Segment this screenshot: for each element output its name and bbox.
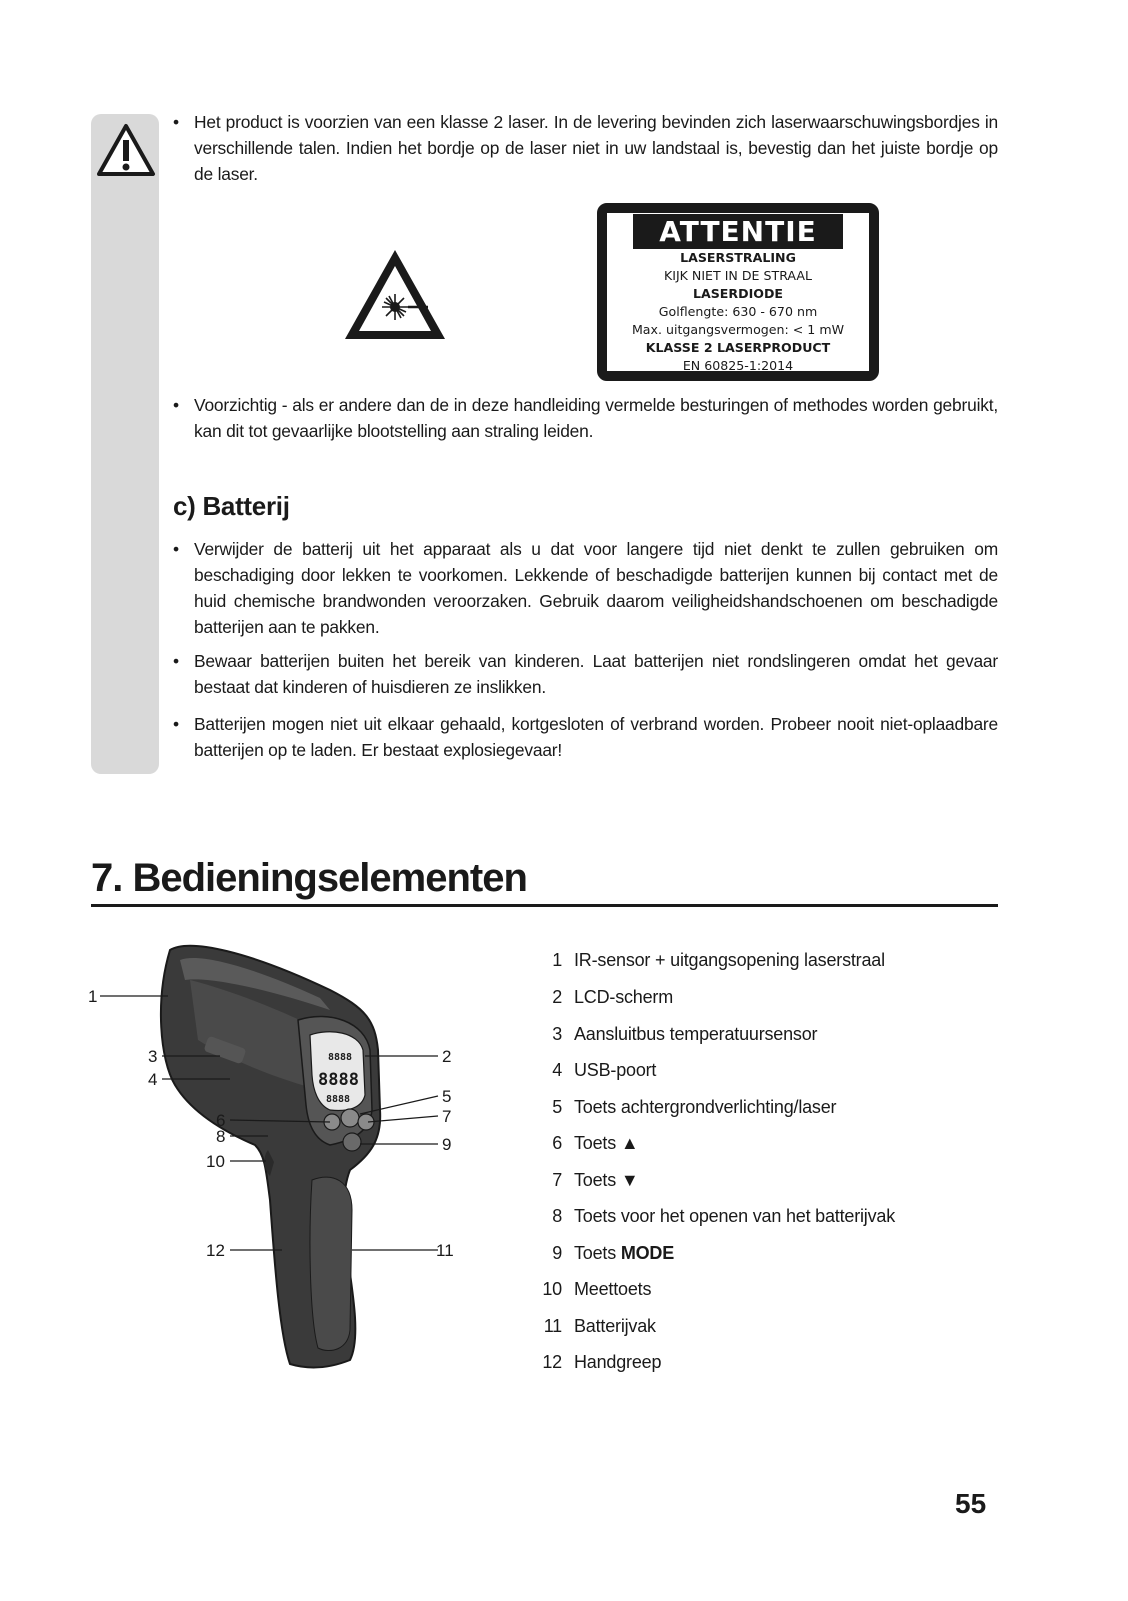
legend-label: Toets [574,1170,621,1190]
mode-button [343,1133,361,1151]
bullet-text: Het product is voorzien van een klasse 2 laser. In de levering bevinden zich laserwaarschuwingsbordjes in verschillende talen. Indien het bordje op de laser niet in uw landstaal is, bevestig dan het juiste bordje op de laser. [194,112,998,184]
attention-line: LASERDIODE [692,286,784,301]
section-divider [91,904,998,907]
bullet-text: Bewaar batterijen buiten het bereik van kinderen. Laat batterijen niet rondslingeren omdat het gevaar bestaat dat kinderen of huisdieren ze inslikken. [194,651,998,697]
callout-6: 6 [216,1111,226,1130]
legend-label: Handgreep [574,1352,662,1372]
bullet-caution [173,392,998,444]
legend-key: ▲ [620,1133,639,1153]
bullet-dot: • [173,112,179,132]
callout-4: 4 [148,1070,158,1089]
bullet-battery-children [173,648,998,700]
legend-key: MODE [620,1243,675,1263]
lcd-digits-top: 8888 [328,1052,353,1063]
legend-label: Toets [574,1133,621,1153]
bullet-laser-class [173,109,998,187]
legend-item [540,1206,895,1232]
attention-line: LASERSTRALING [680,250,796,265]
legend-label: Meettoets [574,1279,652,1299]
warning-triangle-icon [95,122,157,180]
legend-number: 4 [552,1060,562,1080]
legend-label: Batterijvak [574,1316,656,1336]
callout-10: 10 [206,1152,225,1171]
legend-item [540,1316,656,1342]
attention-line: KLASSE 2 LASERPRODUCT [645,340,831,355]
safety-sidebar [91,114,159,774]
legend-number: 7 [552,1170,562,1190]
bullet-text: Verwijder de batterij uit het apparaat als u dat voor langere tijd niet denkt te zullen gebruiken om beschadiging door lekken te voorkomen. Lekkende of beschadigde batterijen kunnen bij contact met de huid chemische brandwonden veroorzaken. Gebruik daarom veiligheidshandschoenen om beschadigde batterijen aan te pakken. [194,539,998,637]
callout-7: 7 [442,1107,452,1126]
legend-item [540,1060,656,1086]
legend-item [540,1279,651,1305]
legend-number: 11 [543,1316,562,1336]
callout-12: 12 [206,1241,225,1260]
lcd-digits-main: 8888 [318,1070,359,1090]
legend-number: 12 [542,1352,562,1372]
bullet-dot: • [173,539,179,559]
bullet-text: Voorzichtig - als er andere dan de in deze handleiding vermelde besturingen of methodes worden gebruikt, kan dit tot gevaarlijke blootstelling aan straling leiden. [194,395,998,441]
battery-heading: c) Batterij [173,491,290,521]
legend-number: 5 [552,1097,562,1117]
legend-number: 6 [552,1133,562,1153]
legend-number: 8 [552,1206,562,1226]
callout-8: 8 [216,1127,226,1146]
attention-line: KIJK NIET IN DE STRAAL [663,268,813,283]
section-title: 7. Bedieningselementen [91,856,527,900]
legend-item [540,1133,638,1159]
legend-number: 2 [552,987,562,1007]
callout-5: 5 [442,1087,452,1106]
lcd-digits-bottom: 8888 [326,1094,351,1105]
attention-title: ATTENTIE [633,214,843,249]
legend-label: IR-sensor + uitgangsopening laserstraal [574,950,885,970]
bullet-dot: • [173,395,179,415]
legend-label: LCD-scherm [574,987,674,1007]
callout-11: 11 [436,1241,454,1260]
page-number: 55 [955,1488,987,1519]
legend-label: Toets voor het openen van het batterijvak [574,1206,896,1226]
legend-label: Toets achtergrondverlichting/laser [574,1097,837,1117]
legend-item [540,1024,817,1050]
attention-line: Golflengte: 630 - 670 nm [658,304,818,319]
laser-warning-icon [342,247,448,343]
bullet-text: Batterijen mogen niet uit elkaar gehaald, kortgesloten of verbrand worden. Probeer nooit niet-oplaadbare batterijen op te laden. Er bestaat explosiegevaar! [194,714,998,760]
laser-attention-label [597,203,879,381]
ir-thermometer-illustration [80,940,480,1400]
callout-3: 3 [148,1047,158,1066]
legend-label: Toets [574,1243,621,1263]
bullet-dot: • [173,714,179,734]
legend-item [540,1170,638,1196]
legend-item [540,950,885,976]
legend-number: 1 [552,950,562,970]
attention-line: Max. uitgangsvermogen: < 1 mW [631,322,845,337]
legend-item [540,987,673,1013]
legend-item [540,1352,661,1378]
attention-line: EN 60825-1:2014 [682,358,794,373]
bullet-battery-explosion [173,711,998,763]
legend-label: USB-poort [574,1060,657,1080]
legend-item [540,1097,836,1123]
callout-1: 1 [88,987,98,1006]
callout-9: 9 [442,1135,452,1154]
legend-label: Aansluitbus temperatuursensor [574,1024,818,1044]
legend-number: 9 [552,1243,562,1263]
bullet-dot: • [173,651,179,671]
legend-number: 3 [552,1024,562,1044]
legend-item [540,1243,674,1269]
legend-key: ▼ [620,1170,639,1190]
bullet-battery-remove [173,536,998,640]
legend-number: 10 [542,1279,562,1299]
callout-2: 2 [442,1047,452,1066]
backlight-button [341,1109,359,1127]
